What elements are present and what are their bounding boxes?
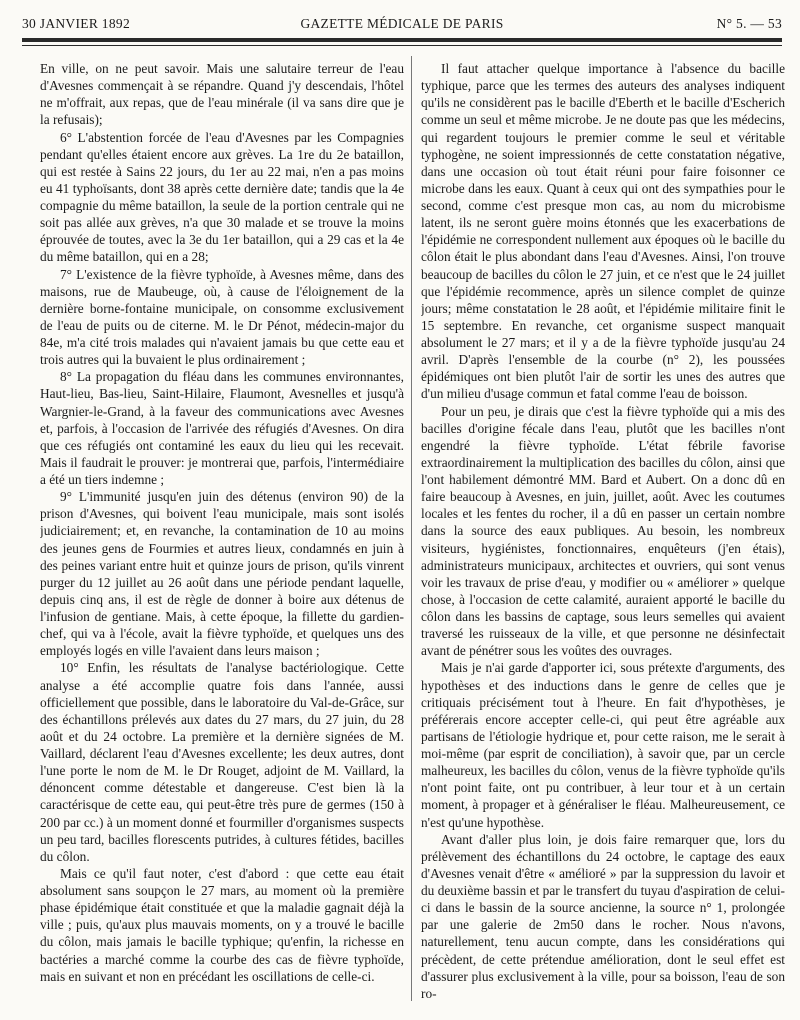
header-rule-thin — [22, 45, 782, 46]
page-header — [22, 10, 782, 34]
header-page-number: N° 5. — 53 — [716, 16, 782, 31]
paragraph: Avant d'aller plus loin, je dois faire remarquer que, lors du prélèvement des échantillons du 24 octobre, le captage des eaux d'Avesnes venait d'être « amélioré » par la suppression du lavoir et du deuxième bassin et par le transfert du tuyau d'aspiration de celui-ci dans le bassin de la source ancienne, la source n° 1, prolongée par une galerie de 2m50 dans le rocher. Nous n'avons, naturellement, tenu aucun compte, dans les considérations qui précèdent, de cette prétendue amélioration, dont le seul effet est d'assurer plus exclusivement à la ville, pour sa boisson, l'eau de son ro- — [421, 831, 785, 1001]
paragraph: 7° L'existence de la fièvre typhoïde, à Avesnes même, dans des maisons, rue de Maubeuge, où, à cause de l'éloignement de la dernière borne-fontaine municipale, on consomme exclusivement de l'eau de puits ou de citerne. M. le Dr Pénot, médecin-major du 84e, m'a cité trois malades qui n'avaient jamais bu que cette eau et trois autres qui la buvaient le plus ordinairement ; — [40, 266, 404, 368]
paragraph: 10° Enfin, les résultats de l'analyse bactériologique. Cette analyse a été accomplie quatre fois dans l'année, aussi officiellement que possible, dans le laboratoire du Val-de-Grâce, sur des échantillons prélevés aux dates du 27 mars, du 27 juin, du 28 août et du 24 octobre. La première et la dernière signées de M. Vaillard, déclarent l'eau d'Avesnes excellente; les deux autres, dont l'une porte le nom de M. le Dr Rouget, adjoint de M. Vaillard, la dénoncent comme détestable et dangereuse. C'est bien là la caractérisque de cette eau, qui peut-être très pure de germes (150 à 200 par cc.) à un moment donné et fourmiller d'organismes suspects un peu tard, bacilles florescents putrides, à cultures fétides, bacilles du côlon. — [40, 660, 404, 864]
paragraph: 6° L'abstention forcée de l'eau d'Avesnes par les Compagnies pendant qu'elles étaient encore aux grèves. La 1re du 2e bataillon, qui est restée à Sains 22 jours, du 1er au 22 mai, n'en a pas moins eu 41 typhoïsants, dont 38 après cette dernière date; tandis que la 4e compagnie du même bataillon, la seule de la portion centrale qui ne soit pas allée aux grèves, n'a que 30 malade et se trouve la moins éprouvée de toutes, avec la 3e du 1er bataillon, qui a 29 cas et la 4e du même bataillon, qui en a 28; — [40, 129, 404, 265]
header-date: 30 JANVIER 1892 — [22, 16, 130, 31]
left-column — [40, 60, 404, 1010]
paragraph: 8° La propagation du fléau dans les communes environnantes, Haut-lieu, Bas-lieu, Saint-Hilaire, Flaumont, Avesnelles et jusqu'à Wargnier-le-Grand, à la faveur des communications avec Avesnes et, parfois, à l'occasion de l'arrivée des réfugiés d'Avesnes. On dira que ces réfugiés ont contaminé les eaux du lieu qui les recevait. Mais il faudrait le prouver: je montrerai que, parfois, l'intermédiaire a été un tiers indemne ; — [40, 369, 404, 487]
paragraph: Mais je n'ai garde d'apporter ici, sous prétexte d'arguments, des hypothèses et des inductions dans le genre de celles que je critiquais précisément tout à l'heure. En fait d'hypothèses, je préférerais encore accepter celle-ci, qui peut être agréable aux partisans de l'étiologie hydrique et, pour cette raison, me le serait à moi-même (par esprit de conciliation), à savoir que, par un cercle malheureux, les bacilles du côlon, venus de la fièvre typhoïde qu'ils n'ont point faite, ont pu contribuer, à leur tour et à un certain moment, à propager et à généraliser le fléau. Malheureusement, ce n'est qu'une hypothèse. — [421, 660, 785, 830]
paragraph: Pour un peu, je dirais que c'est la fièvre typhoïde qui a mis des bacilles d'origine fécale dans l'eau, plutôt que les bacilles n'ont engendré la fièvre typhoïde. L'état fébrile favorise extraordinairement la multiplication des bacilles du côlon, ainsi que l'ont habilement démontré MM. Bard et Aubert. On a donc dû en faire beaucoup à Avesnes, en juin, juillet, août. Avec les coutumes locales et les fentes du rocher, il a dû en passer un certain nombre dans la source des eaux publiques. Au besoin, les nombreux visiteurs, hygiénistes, fonctionnaires, enquêteurs (j'en étais), administrateurs municipaux, architectes et ouvriers, qui sont venus voir les travaux de prise d'eau, y modifier ou « améliorer » quelque chose, à l'occasion de cette calamité, auraient apporté le bacille du côlon dans les bassins de captage, sous leurs semelles qui avaient traversé les ruisseaux de la ville, et que personne ne désinfectait avant de pénétrer sous les voûtes des ouvrages. — [421, 403, 785, 659]
paragraph: Mais ce qu'il faut noter, c'est d'abord : que cette eau était absolument sans soupçon le 27 mars, au moment où la première phase épidémique était constituée et que la maladie gagnait déjà la ville ; puis, qu'aux plus mauvais moments, on y a trouvé le bacille du côlon, mais jamais le bacille typhique; qu'enfin, la richesse en bactéries a marché comme la courbe des cas de fièvre typhoïde, mais en suivant et non en précédant les oscillations de celle-ci. — [40, 865, 404, 984]
paragraph: 9° L'immunité jusqu'en juin des détenus (environ 90) de la prison d'Avesnes, qui boivent l'eau municipale, mais sont isolés judiciairement; et, en revanche, la contamination de 10 au moins des jeunes gens de Fourmies et autres lieux, condamnés en juin à des peines variant entre huit et quinze jours de prison, qu'ils vinrent purger du 12 juillet au 26 août dans une période pendant laquelle, depuis cinq ans, il est de règle de donner à boire aux détenus de l'infusion de gentiane. Mais, à cette époque, la fillette du gardien-chef, qui va à l'école, avait la fièvre typhoïde, et quelques uns des employés logés en ville l'avaient dans leurs maison ; — [40, 489, 404, 659]
header-title: GAZETTE MÉDICALE DE PARIS — [300, 16, 504, 31]
column-divider — [411, 56, 412, 1001]
paragraph: Il faut attacher quelque importance à l'absence du bacille typhique, parce que les termes des auteurs des analyses indiquent qu'ils ne considèrent pas le bacille d'Eberth et le bacille d'Escherich comme un seul et même microbe. Je ne doute pas que les médecins, qui regardent toujours le premier comme le seul et véritable typhogène, ne soient impressionnés de cette constatation négative, dans une occasion où tout était réuni pour faire foisonner ce microbe dans les eaux. Quant à ceux qui ont des sympathies pour le second, comme c'est presque mon cas, au nom du microbisme latent, ils ne seront guère moins étonnés que les exacerbations de l'épidémie ne correspondent nullement aux époques où le bacille du côlon était le plus abondant dans l'eau d'Avesnes. Ainsi, l'on trouve beaucoup de bacilles du côlon le 27 juin, et ce n'est que le 24 juillet que l'épidémie recommence, après un silence complet de quinze jours; même constatation le 28 août, et l'épidémie militaire finit le 15 septembre. En revanche, cet organisme suspect manquait absolument le 27 mars; et il y a de la fièvre typhoïde jusqu'au 24 avril. D'après l'ensemble de la courbe (n° 2), les poussées épidémiques ont bien plutôt l'air de sortir les unes des autres que d'un milieu d'usage commun et fatal comme l'eau de boisson. — [421, 61, 785, 402]
paragraph: En ville, on ne peut savoir. Mais une salutaire terreur de l'eau d'Avesnes commençait à se répandre. Quand j'y descendais, l'hôtel ne m'offrait, aux repas, que de l'eau minérale (il va sans dire que je la refusais); — [40, 61, 404, 128]
right-column — [421, 60, 785, 1010]
header-rule-thick — [22, 38, 782, 42]
